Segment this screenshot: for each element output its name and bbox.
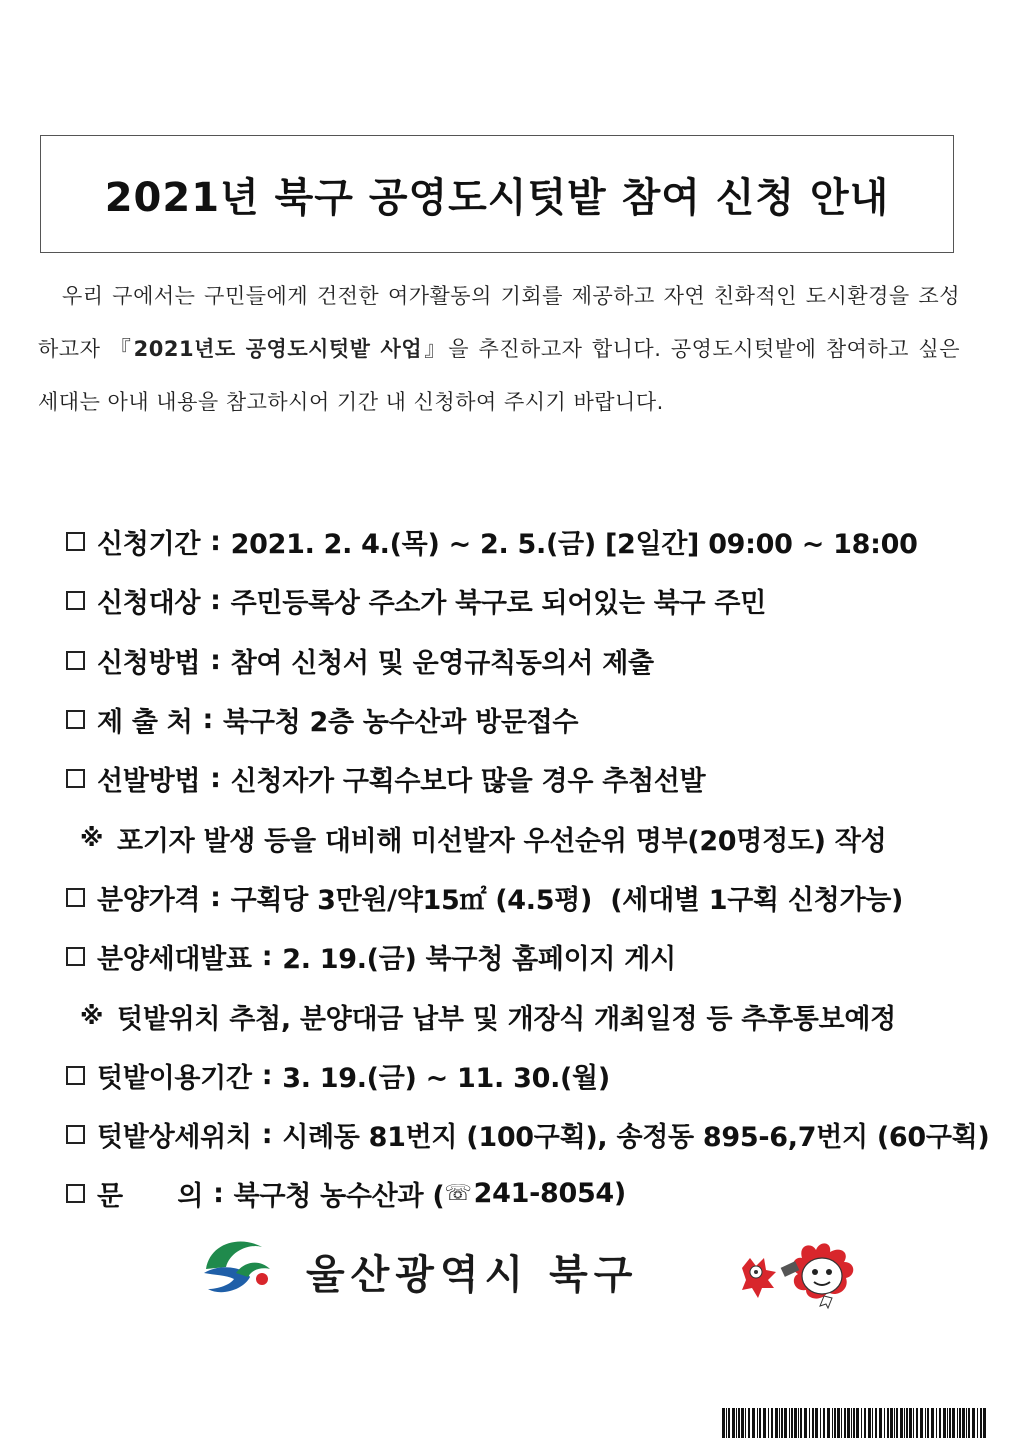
info-row <box>66 512 966 571</box>
info-label: 신청기간 <box>97 529 201 561</box>
mascot-icon <box>732 1238 882 1310</box>
info-row <box>66 1164 966 1223</box>
note-mark: ※ <box>80 1002 104 1031</box>
info-row <box>66 1105 990 1164</box>
info-value: 참여 신청서 및 운영규칙동의서 제출 <box>230 647 654 679</box>
note-row <box>66 986 966 1045</box>
checkbox-square-icon <box>66 1184 85 1203</box>
info-list <box>66 512 990 1224</box>
info-label: 선발방법 <box>97 766 201 798</box>
barcode-icon <box>722 1408 992 1438</box>
checkbox-square-icon <box>66 532 85 551</box>
intro-text-bold: 2021년도 공영도시텃밭 사업 <box>133 337 423 361</box>
intro-text-after: 』을 추진하고자 합니다. 공영도시텃밭에 참여하고 싶은 세대는 아내 내용을 참고하시어 기간 내 신청하여 주시기 바랍니다. <box>38 337 961 414</box>
info-value: 신청자가 구획수보다 많을 경우 추첨선발 <box>230 766 706 798</box>
info-label: 텃밭이용기간 <box>97 1062 252 1094</box>
info-value: 3. 19.(금) ~ 11. 30.(월) <box>282 1062 610 1094</box>
info-row <box>66 1046 966 1105</box>
info-row <box>66 868 966 927</box>
info-label: 제 출 처 <box>97 707 193 739</box>
info-value: 2. 19.(금) 북구청 홈페이지 게시 <box>282 944 676 976</box>
note-mark: ※ <box>80 824 104 853</box>
label-separator: : <box>210 526 221 558</box>
intro-text-before: 우리 구에서는 구민들에게 건전한 여가활동의 기회를 제공하고 자연 친화적인 도시환경을 조성하고자 『 <box>38 284 960 361</box>
info-label: 문 의 <box>97 1181 204 1213</box>
label-separator: : <box>202 704 214 736</box>
info-value: 북구청 농수산과 ( <box>233 1181 445 1213</box>
org-name: 울산광역시 북구 <box>306 1252 639 1298</box>
label-separator: : <box>261 1059 273 1091</box>
info-label: 신청방법 <box>97 647 201 679</box>
info-value: 구획당 3만원/약15㎡ (4.5평) (세대별 1구획 신청가능) <box>230 884 904 916</box>
checkbox-square-icon <box>66 1066 85 1085</box>
info-value: 북구청 2층 농수산과 방문접수 <box>223 707 579 739</box>
info-label: 텃밭상세위치 <box>97 1122 252 1154</box>
ulsan-bukgu-emblem-icon <box>200 1233 280 1303</box>
info-row <box>66 690 966 749</box>
label-separator: : <box>210 644 221 676</box>
info-row <box>66 749 966 808</box>
label-separator: : <box>210 763 221 795</box>
title-box <box>40 135 954 253</box>
checkbox-square-icon <box>66 769 85 788</box>
checkbox-square-icon <box>66 1125 85 1144</box>
info-value: 주민등록상 주소가 북구로 되어있는 북구 주민 <box>230 588 766 620</box>
label-separator: : <box>210 881 221 913</box>
label-separator: : <box>261 1119 273 1151</box>
label-separator: : <box>213 1178 224 1210</box>
label-separator: : <box>261 941 273 973</box>
info-value: 2021. 2. 4.(목) ~ 2. 5.(금) [2일간] 09:00 ~ 18:00 <box>230 529 918 561</box>
checkbox-square-icon <box>66 888 85 907</box>
info-value: 시례동 81번지 (100구획), 송정동 895-6,7번지 (60구획) <box>282 1122 990 1154</box>
page-title: 2021년 북구 공영도시텃밭 참여 신청 안내 <box>104 174 890 221</box>
info-value: 포기자 발생 등을 대비해 미선발자 우선순위 명부(20명정도) 작성 <box>117 825 887 857</box>
info-label: 분양가격 <box>97 884 201 916</box>
checkbox-square-icon <box>66 710 85 729</box>
label-separator: : <box>210 585 221 617</box>
info-label: 분양세대발표 <box>97 944 252 976</box>
intro-paragraph <box>38 270 960 429</box>
info-value: 텃밭위치 추첨, 분양대금 납부 및 개장식 개최일정 등 추후통보예정 <box>117 1003 896 1035</box>
info-row <box>66 571 966 630</box>
note-row <box>66 808 966 867</box>
checkbox-square-icon <box>66 651 85 670</box>
footer-logo <box>200 1233 660 1313</box>
checkbox-square-icon <box>66 591 85 610</box>
info-row <box>66 927 966 986</box>
checkbox-square-icon <box>66 947 85 966</box>
info-label: 신청대상 <box>97 588 201 620</box>
phone-icon: ☏ <box>444 1181 472 1207</box>
phone-number: 241-8054) <box>473 1178 626 1210</box>
info-row <box>66 631 966 690</box>
